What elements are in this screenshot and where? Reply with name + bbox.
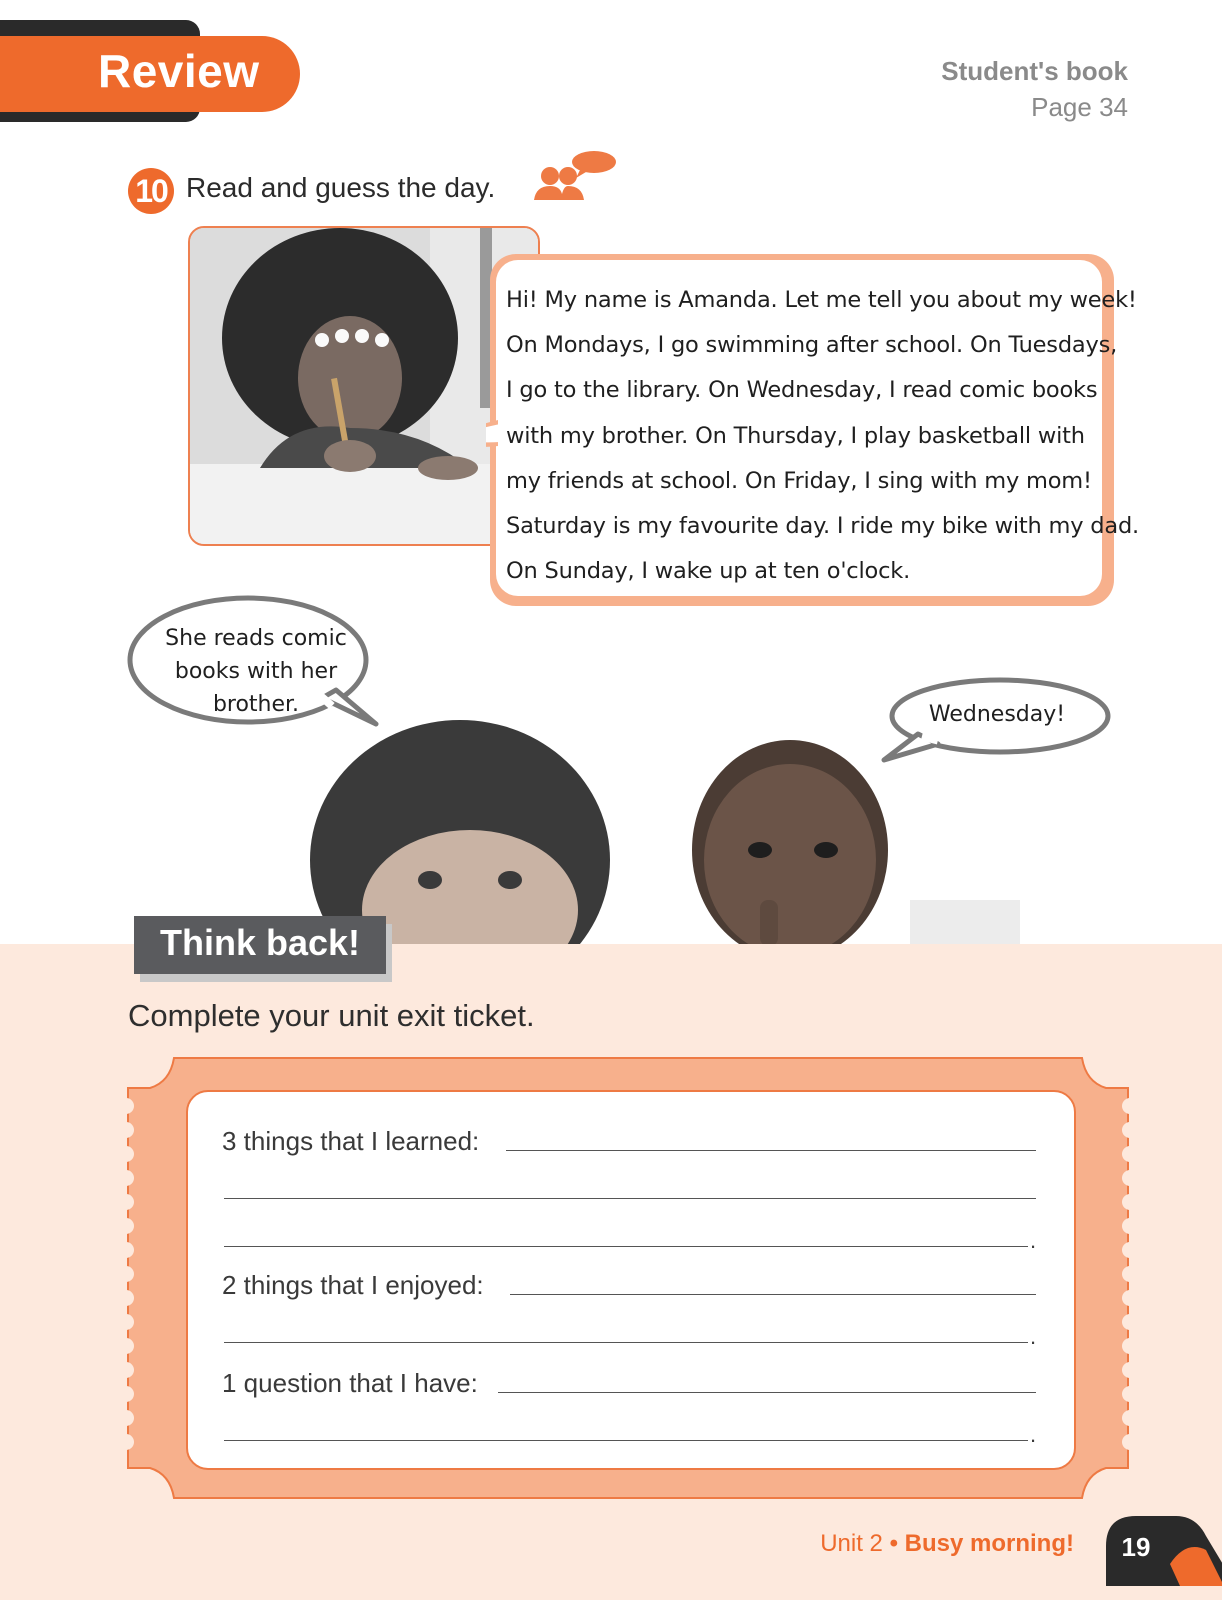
amanda-paragraph [506,278,1139,594]
answer-line[interactable] [224,1440,1028,1441]
exercise-instruction: Read and guess the day. [186,172,496,203]
girl-speech-text [146,622,366,721]
footer-unit-title: Busy morning! [904,1530,1074,1557]
prompt-learned: 3 things that I learned: [222,1126,480,1156]
paragraph-line: my friends at school. On Friday, I sing with my mom! [506,467,1092,494]
paragraph-line: Saturday is my favourite day. I ride my bike with my dad. [506,513,1139,540]
think-back-title: Think back! [160,922,361,963]
paragraph-line: On Sunday, I wake up at ten o'clock. [506,558,911,585]
period: . [1030,1228,1037,1253]
speech-line: books with her [174,659,338,684]
speech-line: brother. [212,692,300,717]
paragraph-line: with my brother. On Thursday, I play basketball with [506,422,1085,449]
boy-speech-text: Wednesday! [928,702,1066,727]
footer-unit-label [820,1530,1074,1558]
paragraph-line: I go to the library. On Wednesday, I read comic books [506,377,1098,404]
answer-line[interactable] [506,1150,1036,1151]
page-reference: Page 34 [1031,92,1128,122]
paragraph-line: Hi! My name is Amanda. Let me tell you about my week! [506,287,1137,313]
exercise-number: 10 [128,168,174,214]
prompt-enjoyed: 2 things that I enjoyed: [222,1270,484,1300]
think-back-instruction: Complete your unit exit ticket. [128,998,535,1033]
period: . [1030,1422,1037,1447]
page-number: 19 [1121,1532,1151,1562]
footer-bullet: • [889,1530,898,1557]
review-title: Review [98,45,260,97]
prompt-question: 1 question that I have: [222,1368,478,1398]
pair-work-icon [532,150,624,208]
speech-line: She reads comic [165,626,347,651]
book-label: Student's book [941,56,1128,86]
answer-line[interactable] [224,1246,1028,1247]
period: . [1030,1324,1037,1349]
answer-line[interactable] [224,1198,1036,1199]
answer-line[interactable] [498,1392,1036,1393]
answer-line[interactable] [510,1294,1036,1295]
paragraph-line: On Mondays, I go swimming after school. On Tuesdays, [506,332,1118,359]
answer-line[interactable] [224,1342,1028,1343]
footer-unit: Unit 2 [820,1530,883,1557]
